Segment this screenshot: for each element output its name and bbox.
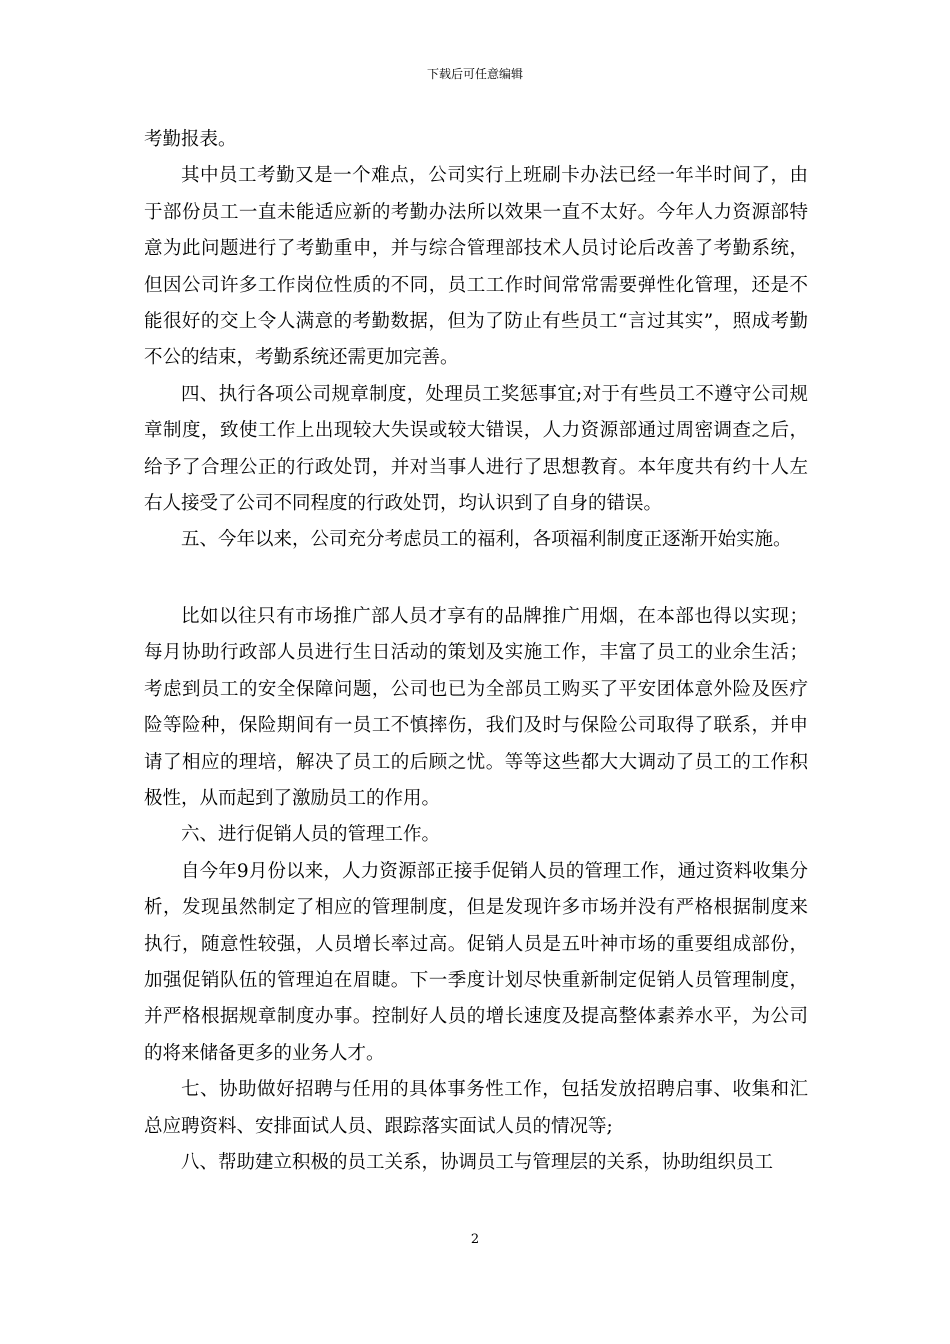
- paragraph-section-eight: 八、帮助建立积极的员工关系，协调员工与管理层的关系，协助组织员工: [181, 1151, 774, 1173]
- paragraph-welfare-details: 比如以往只有市场推广部人员才享有的品牌推广用烟，在本部也得以实现；每月协助行政部人员进行生日活动的策划及实施工作，丰富了员工的业余生活；考虑到员工的安全保障问题，公司也已为全部员工购买了平安团体意外险及医疗险等险种，保险期间有一员工不慎摔伤，我们及时与保险公司取得了联系，并申请了相应的理培，解决了员工的后顾之忧。等等这些都大大调动了员工的工作积极性，从而起到了激励员工的作用。: [144, 605, 808, 809]
- paragraph-section-five: 五、今年以来，公司充分考虑员工的福利，各项福利制度正逐渐开始实施。: [181, 529, 792, 551]
- paragraph-section-seven: 七、协助做好招聘与任用的具体事务性工作，包括发放招聘启事、收集和汇总应聘资料、安排面试人员、跟踪落实面试人员的情况等;: [144, 1079, 808, 1137]
- paragraph-attendance-report: 考勤报表。: [144, 129, 237, 150]
- paragraph-attendance-difficulty: 其中员工考勤又是一个难点，公司实行上班刷卡办法已经一年半时间了，由于部份员工一直未能适应新的考勤办法所以效果一直不太好。今年人力资源部特意为此问题进行了考勤重申，并与综合管理部技术人员讨论后改善了考勤系统，但因公司许多工作岗位性质的不同，员工工作时间常常需要弹性化管理，还是不能很好的交上令人满意的考勤数据，但为了防止有些员工“言过其实”，照成考勤不公的结束，考勤系统还需更加完善。: [144, 165, 808, 369]
- paragraph-gap: [144, 559, 808, 599]
- document-body: [144, 122, 808, 1181]
- paragraph-promotion-staff: 自今年9月份以来，人力资源部正接手促销人员的管理工作，通过资料收集分析，发现虽然制定了相应的管理制度，但是发现许多市场并没有严格根据制度来执行，随意性较强，人员增长率过高。促销人员是五叶神市场的重要组成部份，加强促销队伍的管理迫在眉睫。下一季度计划尽快重新制定促销人员管理制度，并严格根据规章制度办事。控制好人员的增长速度及提高整体素养水平，为公司的将来储备更多的业务人才。: [144, 860, 808, 1064]
- page-number: 2: [470, 1232, 480, 1247]
- paragraph-section-four: 四、执行各项公司规章制度，处理员工奖惩事宜;对于有些员工不遵守公司规章制度，致使工作上出现较大失误或较大错误，人力资源部通过周密调查之后，给予了合理公正的行政处罚，并对当事人进行了思想教育。本年度共有约十人左右人接受了公司不同程度的行政处罚，均认识到了自身的错误。: [144, 383, 808, 515]
- page-header: 下载后可任意编辑: [426, 67, 523, 81]
- paragraph-section-six: 六、进行促销人员的管理工作。: [181, 824, 441, 846]
